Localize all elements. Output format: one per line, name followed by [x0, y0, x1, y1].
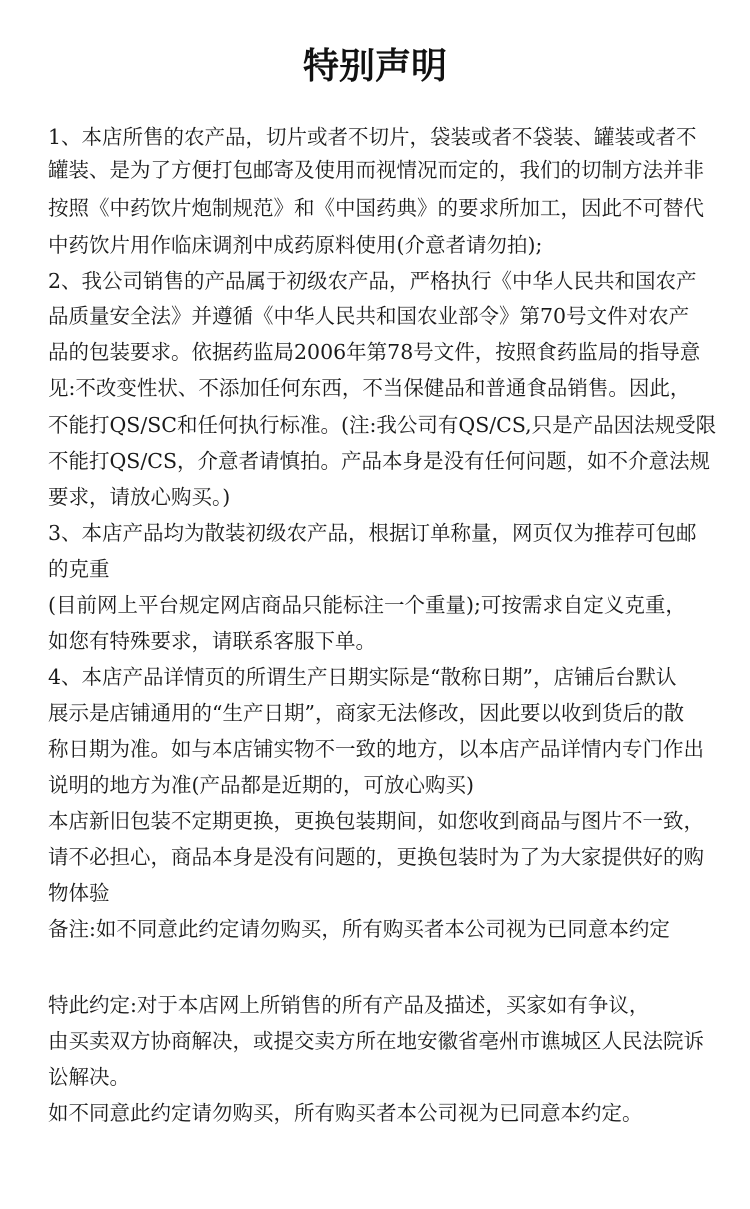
statement-line: 请不必担心，商品本身是没有问题的，更换包装时为了为大家提供好的购: [48, 845, 704, 869]
agreement-line: 由买卖双方协商解决，或提交卖方所在地安徽省亳州市谯城区人民法院诉: [48, 1029, 704, 1053]
statement-line: 如您有特殊要求，请联系客服下单。: [48, 629, 376, 653]
statement-line: 要求，请放心购买。): [48, 485, 231, 509]
statement-line: 备注:如不同意此约定请勿购买，所有购买者本公司视为已同意本约定: [48, 917, 670, 941]
statement-line: 不能打QS/SC和任何执行标准。(注:我公司有QS/CS,只是产品因法规受限: [48, 413, 717, 437]
page-title: 特别声明: [302, 46, 447, 87]
statement-line: (目前网上平台规定网店商品只能标注一个重量);可按需求自定义克重，: [48, 593, 686, 617]
statement-line: 展示是店铺通用的“生产日期”，商家无法修改，因此要以收到货后的散: [48, 701, 684, 725]
statement-line: 品的包装要求。依据药监局2006年第78号文件，按照食药监局的指导意: [48, 340, 701, 364]
statement-line: 不能打QS/CS，介意者请慎拍。产品本身是没有任何问题，如不介意法规: [48, 449, 710, 473]
statement-line: 见:不改变性状、不添加任何东西，不当保健品和普通食品销售。因此，: [48, 376, 691, 400]
statement-line: 2、我公司销售的产品属于初级农产品，严格执行《中华人民共和国农产: [48, 269, 697, 293]
statement-line: 说明的地方为准(产品都是近期的，可放心购买): [48, 773, 474, 797]
statement-line: 3、本店产品均为散装初级农产品，根据订单称量，网页仅为推荐可包邮: [48, 521, 697, 545]
statement-line: 4、本店产品详情页的所谓生产日期实际是“散称日期”，店铺后台默认: [48, 665, 677, 689]
statement-line: 按照《中药饮片炮制规范》和《中国药典》的要求所加工，因此不可替代: [48, 196, 704, 220]
statement-line: 物体验: [48, 881, 110, 905]
agreement-line: 特此约定:对于本店网上所销售的所有产品及描述，买家如有争议，: [48, 993, 650, 1017]
statement-line: 品质量安全法》并遵循《中华人民共和国农业部令》第70号文件对农产: [48, 304, 690, 328]
agreement-line: 如不同意此约定请勿购买，所有购买者本公司视为已同意本约定。: [48, 1101, 643, 1125]
agreement-line: 讼解决。: [48, 1065, 130, 1089]
statement-line: 中药饮片用作临床调剂中成药原料使用(介意者请勿拍);: [48, 233, 543, 257]
statement-line: 1、本店所售的农产品，切片或者不切片，袋装或者不袋装、罐装或者不: [48, 125, 697, 149]
statement-line: 本店新旧包装不定期更换，更换包装期间，如您收到商品与图片不一致，: [48, 809, 704, 833]
statement-line: 称日期为准。如与本店铺实物不一致的地方，以本店产品详情内专门作出: [48, 737, 704, 761]
statement-line: 的克重: [48, 557, 110, 581]
statement-line: 罐装、是为了方便打包邮寄及使用而视情况而定的，我们的切制方法并非: [48, 158, 704, 182]
